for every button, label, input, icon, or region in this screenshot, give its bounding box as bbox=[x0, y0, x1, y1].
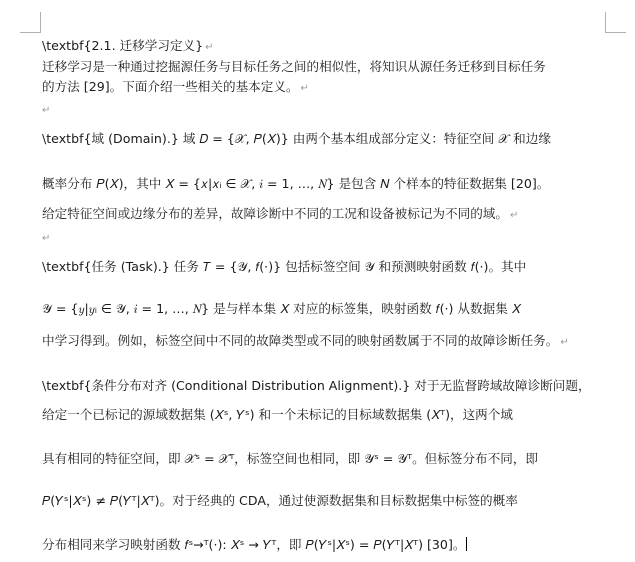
page-corner-mark-right bbox=[605, 12, 626, 33]
page-corner-mark-left bbox=[20, 12, 41, 33]
body-line[interactable]: 给定特征空间或边缘分布的差异，故障诊断中不同的工况和设备被标记为不同的域。 ↵ bbox=[42, 206, 519, 221]
paragraph-mark-icon: ↵ bbox=[560, 337, 569, 348]
body-line[interactable]: \textbf{域 (Domain).} 域 𝐷 = {𝒳, 𝑃(𝑋)} 由两个基本组成部分定义：特征空间 𝒳 和边缘 bbox=[42, 131, 551, 146]
body-line[interactable]: 的方法 [29]。下面介绍一些相关的基本定义。 ↵ bbox=[42, 79, 309, 94]
body-line[interactable]: \textbf{条件分布对齐 (Conditional Distribution Alignment).} 对于无监督跨域故障诊断问题， bbox=[42, 378, 591, 393]
empty-paragraph[interactable] bbox=[42, 229, 50, 247]
paragraph-mark-icon: ↵ bbox=[205, 42, 214, 53]
empty-paragraph[interactable] bbox=[42, 101, 50, 119]
body-line[interactable]: 分布相同来学习映射函数 𝑓ˢ→ᵀ(·): 𝑋ˢ → 𝑌ᵀ，即 𝑃(𝑌ˢ|𝑋ˢ) = 𝑃(𝑌ᵀ|𝑋ᵀ) [30]。 bbox=[42, 537, 466, 552]
paragraph-mark-icon: ↵ bbox=[509, 210, 519, 221]
body-line[interactable]: \textbf{任务 (Task).} 任务 𝑇 = {𝒴, 𝑓(·)} 包括标签空间 𝒴 和预测映射函数 𝑓(·)。其中 bbox=[42, 259, 527, 274]
text-cursor bbox=[466, 537, 467, 551]
paragraph-mark-icon: ↵ bbox=[300, 83, 309, 94]
body-line[interactable]: 概率分布 𝑃(𝑋)，其中 𝑋 = {𝑥|𝑥ᵢ ∈ 𝒳, 𝑖 = 1, …, 𝑁} 是包含 𝑁 个样本的特征数据集 [20]。 bbox=[42, 176, 550, 191]
body-line[interactable]: 具有相同的特征空间，即 𝒳ˢ = 𝒳ᵀ，标签空间也相同，即 𝒴ˢ = 𝒴ᵀ。但标签分布不同，即 bbox=[42, 451, 539, 466]
body-line[interactable]: 中学习得到。例如，标签空间中不同的故障类型或不同的映射函数属于不同的故障诊断任务。 ↵ bbox=[42, 333, 569, 348]
paragraph-mark-icon: ↵ bbox=[42, 233, 51, 244]
body-line[interactable]: 迁移学习是一种通过挖掘源任务与目标任务之间的相似性，将知识从源任务迁移到目标任务 bbox=[42, 59, 546, 74]
body-line[interactable]: 给定一个已标记的源域数据集 (𝑋ˢ, 𝑌ˢ) 和一个未标记的目标域数据集 (𝑋ᵀ)，这两个域 bbox=[42, 407, 513, 422]
body-line[interactable]: 𝒴 = {𝑦|𝑦ᵢ ∈ 𝒴, 𝑖 = 1, …, 𝑁} 是与样本集 𝑋 对应的标签集，映射函数 𝑓(·) 从数据集 𝑋 bbox=[42, 301, 521, 316]
heading-line[interactable]: \textbf{2.1. 迁移学习定义} ↵ bbox=[42, 38, 214, 53]
body-line[interactable]: 𝑃(𝑌ˢ|𝑋ˢ) ≠ 𝑃(𝑌ᵀ|𝑋ᵀ)。对于经典的 CDA，通过使源数据集和目标数据集中标签的概率 bbox=[42, 493, 518, 508]
paragraph-mark-icon: ↵ bbox=[42, 105, 51, 116]
